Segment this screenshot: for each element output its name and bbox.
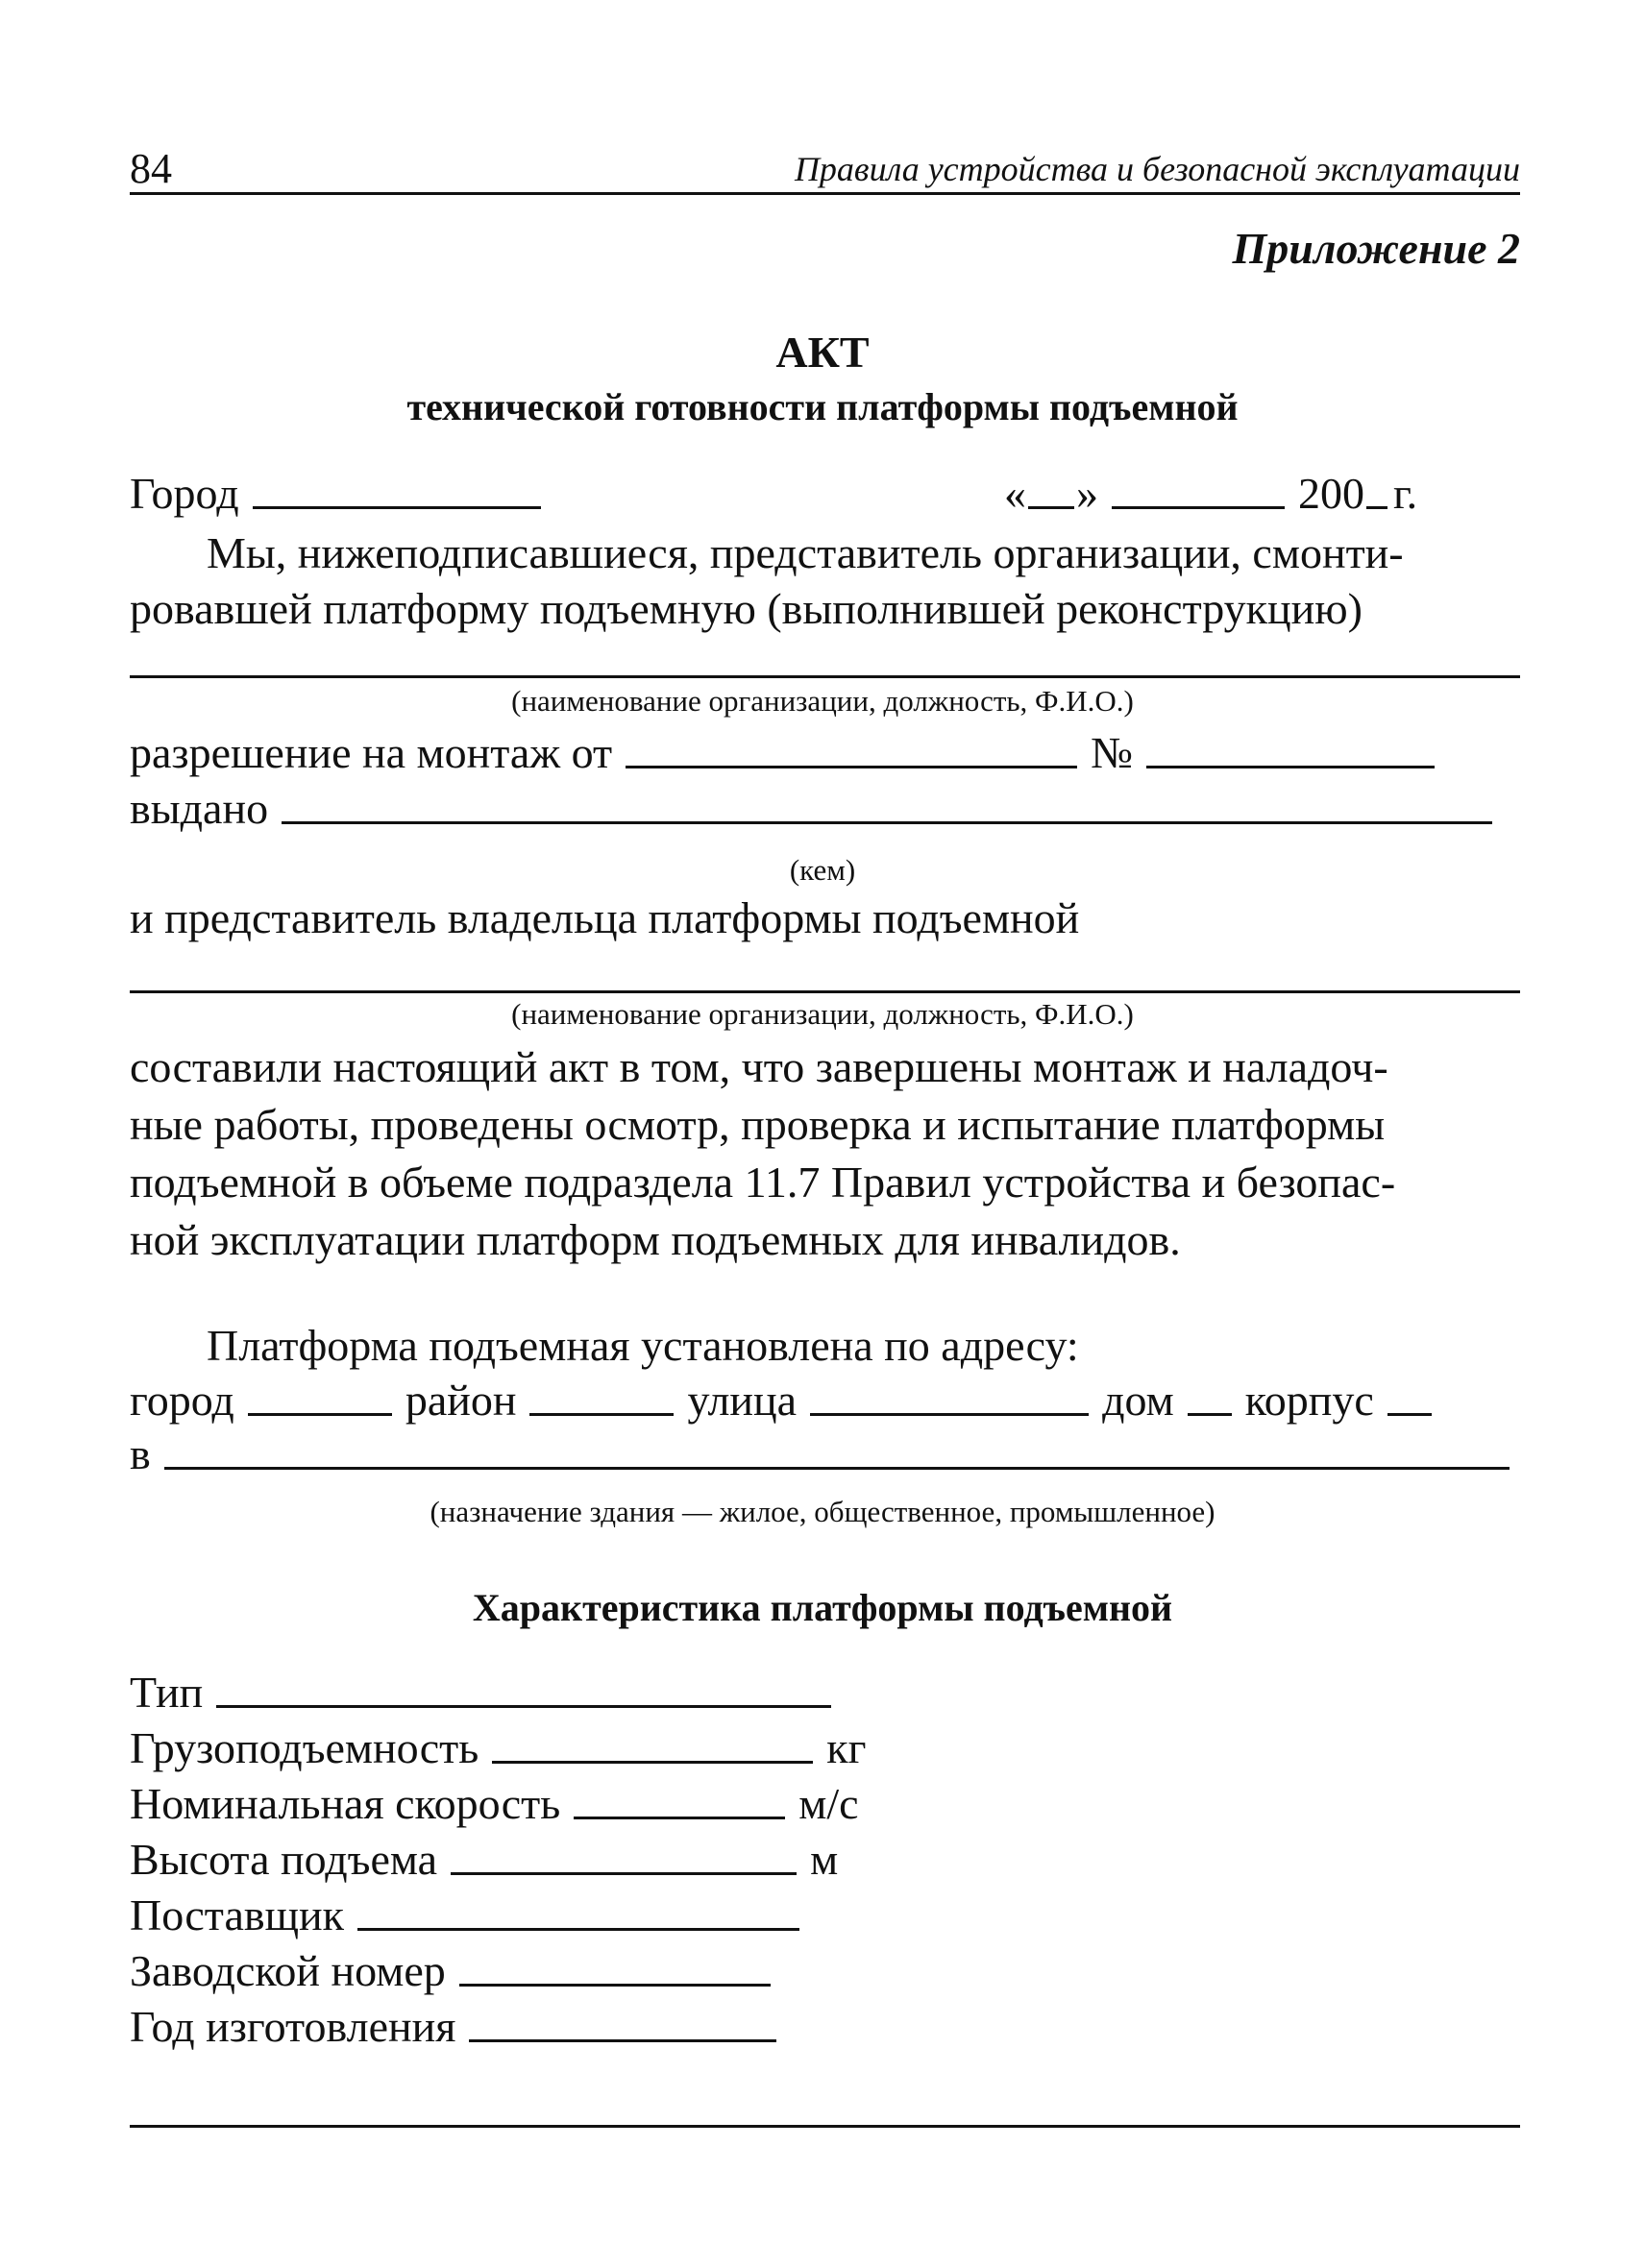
running-title: Правила устройства и безопасной эксплуатации (794, 150, 1520, 188)
address-intro: Платформа подъемная установлена по адресу: (207, 1321, 1079, 1370)
year-suffix: г. (1393, 469, 1418, 518)
char-serial-field[interactable] (459, 1984, 771, 1987)
address-city-field[interactable] (248, 1413, 392, 1416)
intro-line-1: Мы, нижеподписавшиеся, представитель организации, смонти- (207, 528, 1404, 577)
caption-building-purpose: (назначение здания — жилое, общественное, промышленное) (430, 1495, 1215, 1528)
char-year-label: Год изготовления (130, 2002, 456, 2051)
char-year-field[interactable] (469, 2039, 776, 2042)
city-date-line (130, 469, 554, 519)
permit-number-label: № (1091, 728, 1134, 777)
address-line (130, 1376, 1432, 1426)
org2-field[interactable] (130, 990, 1520, 993)
body-line-4: ной эксплуатации платформ подъемных для инвалидов. (130, 1215, 1181, 1264)
char-type-row (130, 1668, 845, 1718)
char-serial-label: Заводской номер (130, 1946, 446, 1995)
address-district-label: район (405, 1376, 517, 1425)
permit-number-field[interactable] (1146, 766, 1435, 768)
char-capacity-label: Грузоподъемность (130, 1723, 479, 1772)
issued-label: выдано (130, 784, 269, 833)
address-building-label: корпус (1244, 1376, 1374, 1425)
char-capacity-row (130, 1723, 866, 1773)
appendix-label: Приложение 2 (1232, 224, 1520, 273)
char-capacity-field[interactable] (492, 1761, 813, 1764)
address-city-label: город (130, 1376, 234, 1425)
caption-by: (кем) (789, 853, 856, 887)
char-height-label: Высота подъема (130, 1835, 438, 1884)
address-house-label: дом (1102, 1376, 1174, 1425)
document-subtitle: технической готовности платформы подъемной (406, 385, 1239, 428)
header-rule (130, 192, 1520, 195)
permit-label: разрешение на монтаж от (130, 728, 613, 777)
date-group (1004, 469, 1417, 519)
char-type-label: Тип (130, 1668, 204, 1717)
address-district-field[interactable] (529, 1413, 674, 1416)
issued-line (130, 784, 1492, 834)
intro-line-2: ровавшей платформу подъемную (выполнившей реконструкцию) (130, 584, 1363, 633)
char-height-field[interactable] (451, 1872, 797, 1875)
char-serial-row (130, 1946, 784, 1996)
page-number: 84 (130, 145, 172, 192)
building-purpose-field[interactable] (164, 1467, 1510, 1470)
caption-org-2: (наименование организации, должность, Ф.И.О.) (511, 997, 1134, 1031)
quote-open: « (1004, 469, 1026, 518)
permit-line (130, 728, 1435, 778)
permit-date-field[interactable] (626, 766, 1077, 768)
body-line-2: ные работы, проведены осмотр, проверка и испытание платформы (130, 1100, 1386, 1149)
year-field[interactable] (1366, 506, 1387, 509)
month-field[interactable] (1112, 506, 1285, 509)
building-purpose-label: в (130, 1429, 151, 1478)
characteristics-heading: Характеристика платформы подъемной (472, 1586, 1173, 1629)
caption-org-1: (наименование организации, должность, Ф.И.О.) (511, 684, 1134, 718)
char-supplier-field[interactable] (357, 1928, 799, 1931)
char-year-row (130, 2002, 790, 2052)
char-supplier-label: Поставщик (130, 1890, 344, 1939)
city-field[interactable] (253, 506, 541, 509)
owner-line: и представитель владельца платформы подъемной (130, 893, 1080, 942)
char-speed-unit: м/с (798, 1779, 859, 1828)
day-field[interactable] (1028, 506, 1074, 509)
bottom-field[interactable] (130, 2125, 1520, 2128)
char-capacity-unit: кг (826, 1723, 867, 1772)
char-height-row (130, 1835, 838, 1885)
org1-field[interactable] (130, 675, 1520, 678)
char-supplier-row (130, 1890, 813, 1940)
char-type-field[interactable] (216, 1705, 831, 1708)
char-speed-row (130, 1779, 859, 1829)
issued-by-field[interactable] (282, 821, 1492, 824)
char-speed-field[interactable] (574, 1817, 785, 1819)
building-purpose-line (130, 1429, 1510, 1479)
body-line-1: составили настоящий акт в том, что завершены монтаж и наладоч- (130, 1042, 1388, 1091)
quote-close: » (1076, 469, 1098, 518)
year-prefix: 200 (1298, 469, 1364, 518)
char-height-unit: м (810, 1835, 839, 1884)
address-street-field[interactable] (810, 1413, 1089, 1416)
city-label: Город (130, 469, 239, 518)
char-speed-label: Номинальная скорость (130, 1779, 561, 1828)
body-line-3: подъемной в объеме подраздела 11.7 Правил устройства и безопас- (130, 1158, 1396, 1207)
address-building-field[interactable] (1387, 1413, 1432, 1416)
address-house-field[interactable] (1188, 1413, 1232, 1416)
address-street-label: улица (687, 1376, 798, 1425)
document-title: АКТ (775, 328, 870, 377)
